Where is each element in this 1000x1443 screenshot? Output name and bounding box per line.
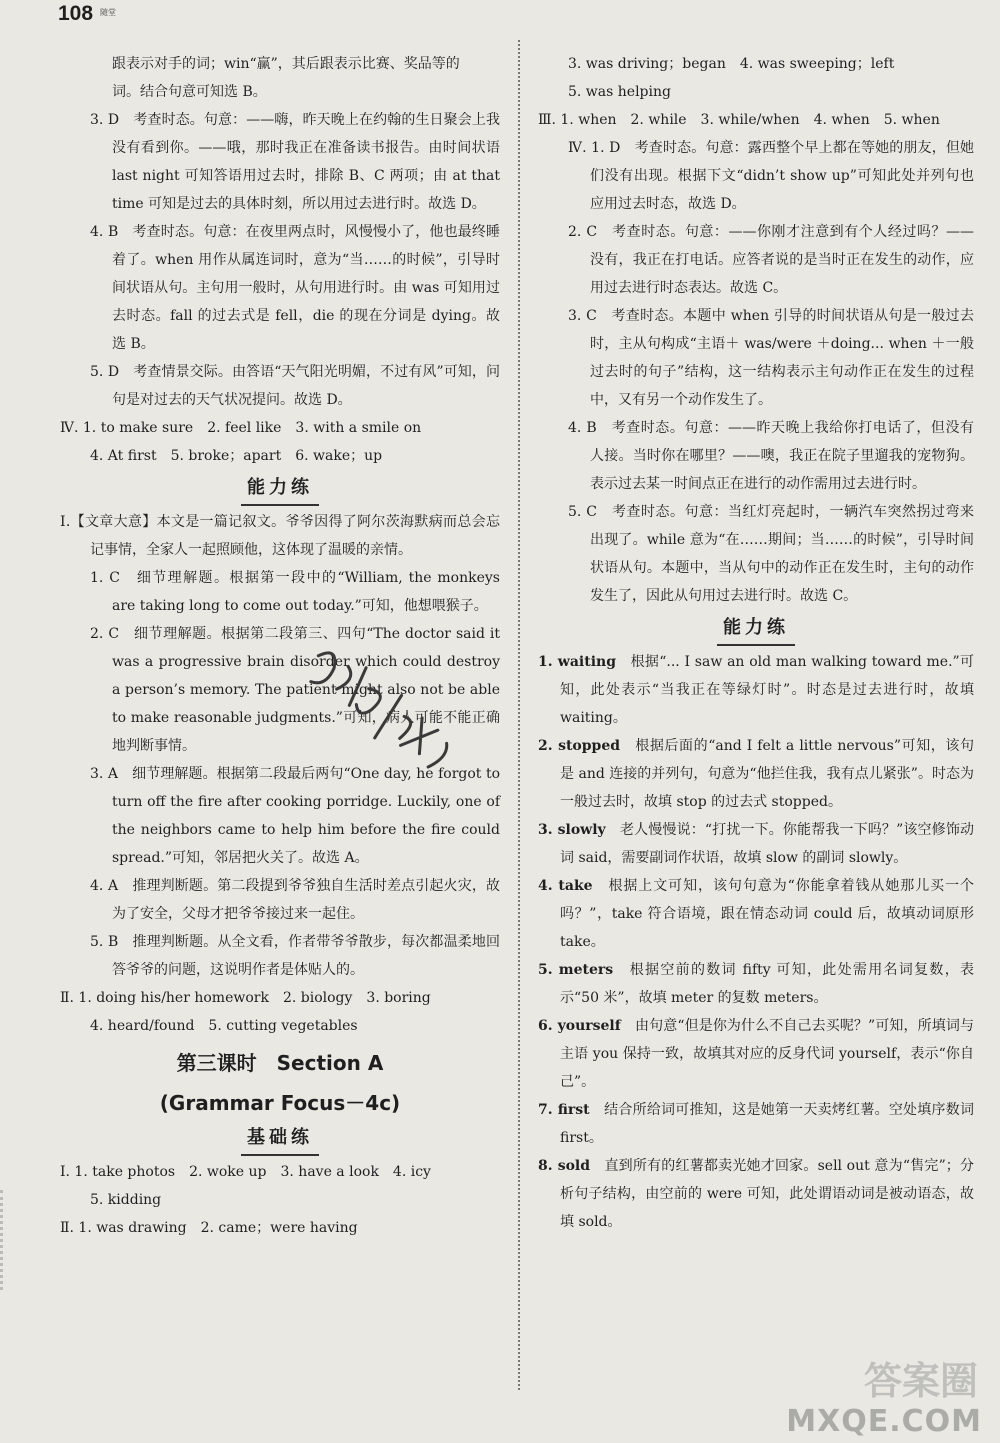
answer-explanation: 根据上文可知，该句句意为“你能拿着钱从她那儿买一个吗？”，take 符合语境，跟在情态动词 could 后，故填动词原形 take。 — [560, 878, 975, 950]
section-heading — [60, 474, 500, 502]
answer-paragraph: 5. B 推理判断题。从全文看，作者带爷爷散步，每次都温柔地回答爷爷的问题，这说明作者是体贴人的。 — [90, 934, 500, 978]
answer-paragraph: 5. D 考查情景交际。由答语“天气阳光明媚，不过有风”可知，问句是对过去的天气状况提问。故选 D。 — [90, 364, 500, 408]
answer-paragraph: 3. was driving；began 4. was sweeping；left — [568, 56, 895, 72]
answer-paragraph: Ⅳ. 1. to make sure 2. feel like 3. with a smile on — [60, 420, 422, 436]
answer-paragraph: 3. A 细节理解题。根据第二段最后两句“One day, he forgot to turn off the fire after cooking porridge. Luckily, one of the neighbors came to help him before the fire could spread.”可知，邻居把火关了。故选 A。 — [90, 766, 500, 866]
answer-word: 1. waiting — [538, 654, 616, 670]
section-heading — [60, 1124, 500, 1152]
answer-paragraph — [538, 648, 974, 732]
answer-paragraph: 2. C 细节理解题。根据第二段第三、四句“The doctor said it was a progressive brain disorder which could destroy a person’s memory. The patient might also not be able to make reasonable judgments.”可知，病人可能不能正确地判断事情。 — [90, 626, 500, 754]
page-number: 108 — [58, 2, 94, 25]
answer-paragraph: Ⅱ. 1. doing his/her homework 2. biology 3. boring — [60, 990, 431, 1006]
answer-word: 5. meters — [538, 962, 614, 978]
answer-explanation: 根据后面的“and I felt a little nervous”可知，该句是 and 连接的并列句，句意为“他拦住我，我有点儿紧张”。时态为一般过去时，故填 stop 的过去式 stopped。 — [560, 738, 974, 810]
answer-explanation: 结合所给词可推知，这是她第一天卖烤红薯。空处填序数词 first。 — [560, 1102, 974, 1146]
answer-paragraph — [538, 816, 974, 872]
answer-paragraph: 词。结合句意可知选 B。 — [112, 84, 267, 100]
answer-paragraph: 5. was helping — [568, 84, 671, 100]
answer-paragraph: Ⅰ.【文章大意】本文是一篇记叙文。爷爷因得了阿尔茨海默病而总会忘记事情，全家人一起照顾他，这体现了温暖的亲情。 — [60, 514, 500, 558]
answer-paragraph: 4. heard/found 5. cutting vegetables — [90, 1018, 358, 1034]
answer-paragraph: 跟表示对手的词；win“赢”，其后跟表示比赛、奖品等的 — [112, 56, 460, 72]
answer-paragraph: 1. C 细节理解题。根据第一段中的“William, the monkeys are taking long to come out today.”可知，他想喂猴子。 — [90, 570, 500, 614]
answer-word: 2. stopped — [538, 738, 621, 754]
answer-paragraph: 4. B 考查时态。句意：——昨天晚上我给你打电话了，但没有人接。当时你在哪里？——噢，我正在院子里遛我的宠物狗。表示过去某一时间点正在进行的动作需用过去进行时。 — [568, 420, 974, 492]
watermark-url: MXQE.COM — [786, 1404, 982, 1439]
answer-paragraph: Ⅰ. 1. take photos 2. woke up 3. have a look 4. icy — [60, 1164, 431, 1180]
answer-paragraph — [538, 1096, 974, 1152]
watermark-logo: 答案圈 — [863, 1359, 978, 1403]
answer-explanation: 根据“... I saw an old man walking toward me.”可知，此处表示“当我正在等绿灯时”。时态是过去进行时，故填 waiting。 — [560, 654, 974, 726]
section-heading-text: 能力练 — [245, 474, 315, 502]
answer-paragraph — [538, 732, 974, 816]
answer-explanation: 老人慢慢说：“打扰一下。你能帮我一下吗？”该空修饰动词 said，需要副词作状语，故填 slow 的副词 slowly。 — [560, 822, 974, 866]
answer-word: 4. take — [538, 878, 593, 894]
answer-explanation: 根据空前的数词 fifty 可知，此处需用名词复数，表示“50 米”，故填 meter 的复数 meters。 — [560, 962, 974, 1006]
answer-explanation: 由句意“但是你为什么不自己去买呢？”可知，所填词与主语 you 保持一致，故填其对应的反身代词 yourself，表示“你自己”。 — [560, 1018, 974, 1090]
answer-paragraph — [538, 1152, 974, 1236]
lesson-title: (Grammar Focus－4c) — [159, 1091, 401, 1115]
answer-paragraph — [538, 1012, 974, 1096]
answer-paragraph: 5. kidding — [90, 1192, 162, 1208]
answer-paragraph: 4. A 推理判断题。第二段提到爷爷独自生活时差点引起火灾，故为了安全，父母才把爷爷接过来一起住。 — [90, 878, 500, 922]
section-heading — [538, 614, 974, 642]
answer-paragraph: 4. At first 5. broke；apart 6. wake；up — [90, 448, 383, 464]
answer-paragraph: 4. B 考查时态。句意：在夜里两点时，风慢慢小了，他也最终睡着了。when 用作从属连词时，意为“当……的时候”，引导时间状语从句。主句用一般时，从句用进行时。由 was 可知用过去时态。fall 的过去式是 fell，die 的现在分词是 dying。故选 B。 — [90, 224, 500, 352]
page-number-note: 随堂 — [100, 8, 116, 17]
answer-word: 3. slowly — [538, 822, 606, 838]
answer-word: 7. first — [538, 1102, 590, 1118]
right-column — [538, 50, 974, 1236]
answer-paragraph: Ⅱ. 1. was drawing 2. came；were having — [60, 1220, 358, 1236]
answer-paragraph — [538, 872, 974, 956]
answer-paragraph: 3. D 考查时态。句意：——嗨，昨天晚上在约翰的生日聚会上我没有看到你。——哦，那时我正在准备读书报告。由时间状语 last night 可知答语用过去时，排除 B、C 两项；由 at that time 可知是过去的具体时刻，所以用过去进行时。故选 D。 — [90, 112, 500, 212]
answer-paragraph — [538, 956, 974, 1012]
column-divider — [518, 40, 520, 1390]
answer-word: 8. sold — [538, 1158, 591, 1174]
answer-explanation: 直到所有的红薯都卖光她才回家。sell out 意为“售完”；分析句子结构，由空前的 were 可知，此处谓语动词是被动语态，故填 sold。 — [560, 1158, 974, 1230]
answer-paragraph: Ⅲ. 1. when 2. while 3. while/when 4. when 5. when — [538, 112, 940, 128]
section-heading-text: 能力练 — [721, 614, 791, 642]
answer-paragraph: Ⅳ. 1. D 考查时态。句意：露西整个早上都在等她的朋友，但她们没有出现。根据下文“didn’t show up”可知此处并列句也应用过去时态，故选 D。 — [568, 140, 974, 212]
answer-word: 6. yourself — [538, 1018, 621, 1034]
answer-paragraph: 2. C 考查时态。句意：——你刚才注意到有个人经过吗？——没有，我正在打电话。应答者说的是当时正在发生的动作，应用过去进行时态表达。故选 C。 — [568, 224, 974, 296]
answer-paragraph: 3. C 考查时态。本题中 when 引导的时间状语从句是一般过去时，主从句构成“主语＋ was/were ＋doing... when ＋一般过去时的句子”结构，这一结构表示主句动作正在发生的过程中，又有另一个动作发生了。 — [568, 308, 974, 408]
section-heading-text: 基础练 — [245, 1124, 315, 1152]
answer-paragraph: 5. C 考查时态。句意：当红灯亮起时，一辆汽车突然拐过弯来出现了。while 意为“在……期间；当……的时候”，引导时间状语从句。本题中，当从句中的动作正在发生时，主句的动作发生了，因此从句用过去进行时。故选 C。 — [568, 504, 974, 604]
scan-edge — [0, 1190, 15, 1290]
left-column — [60, 50, 500, 1242]
lesson-title: 第三课时 Section A — [176, 1051, 384, 1075]
